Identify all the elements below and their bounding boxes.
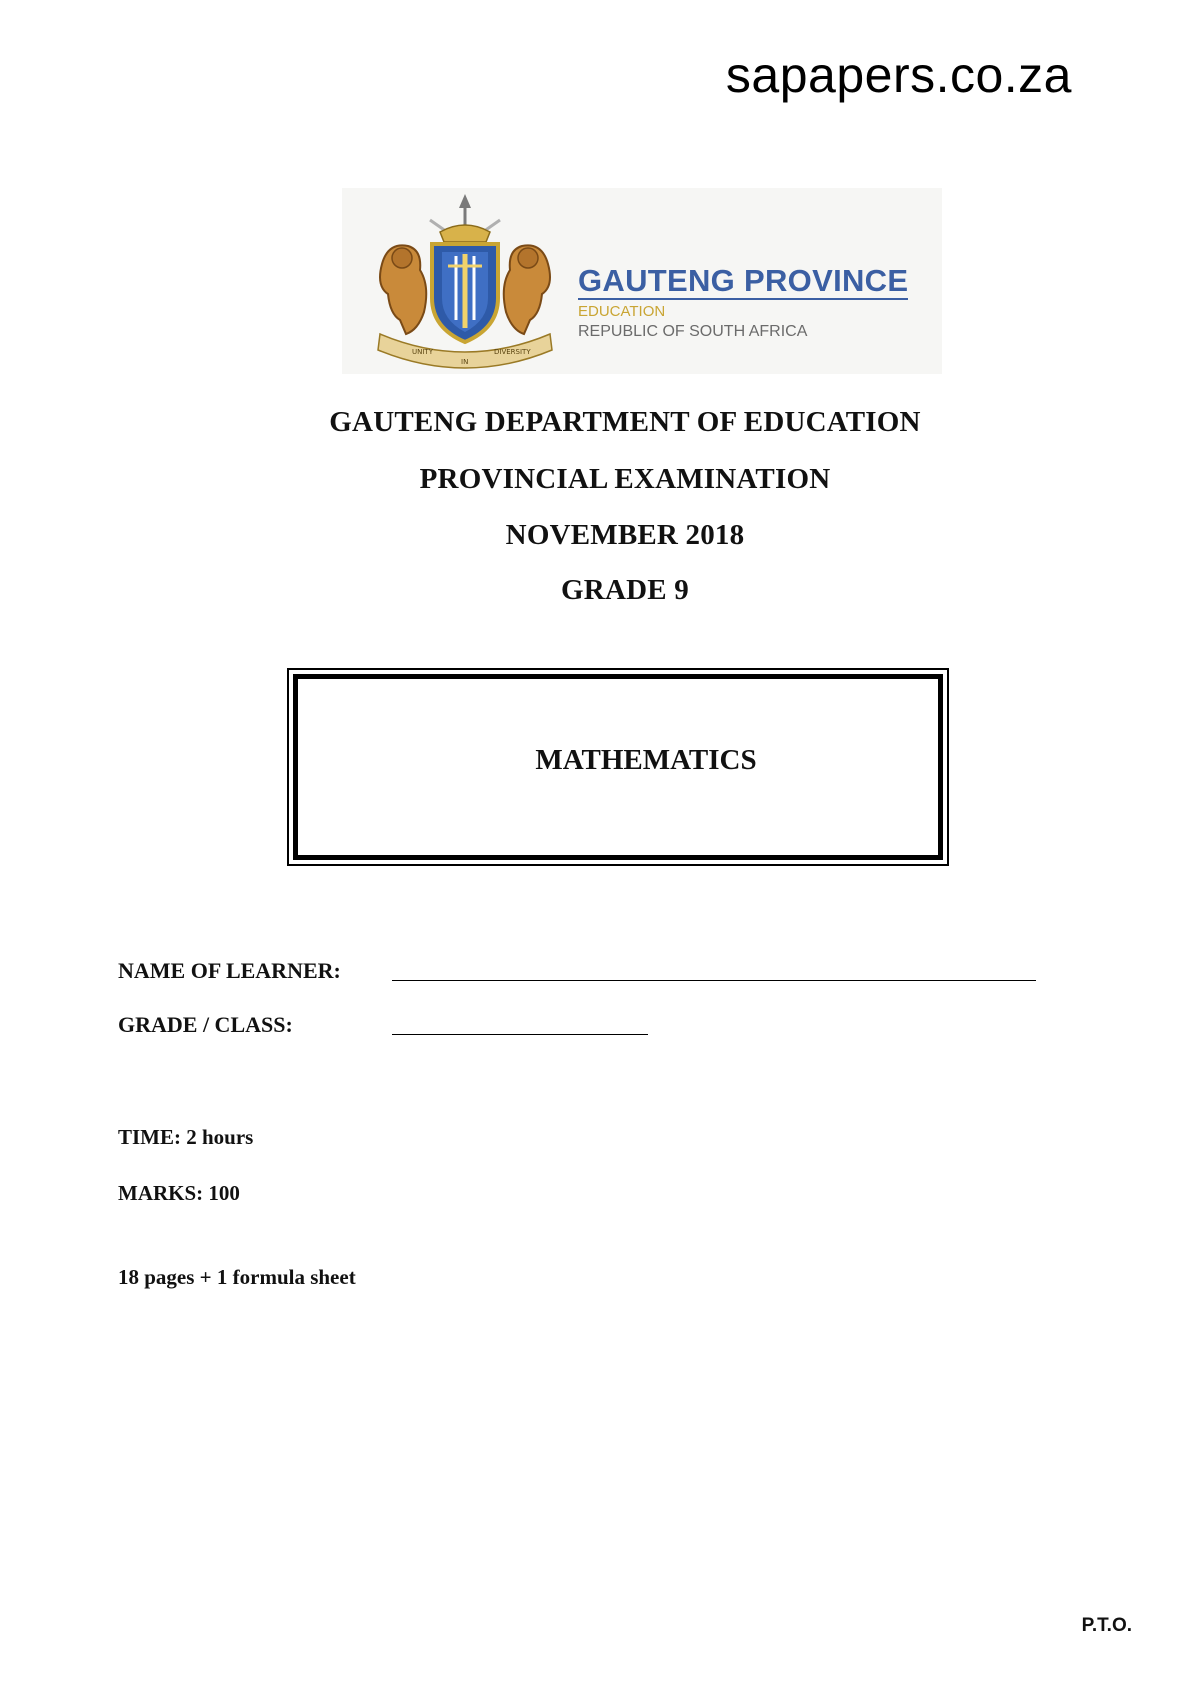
grade-heading: GRADE 9: [561, 574, 689, 606]
grade-class-label: GRADE / CLASS:: [118, 1012, 293, 1037]
logo-wordmark: [578, 264, 908, 342]
motto-left-text: UNITY: [412, 348, 433, 356]
name-of-learner-label: NAME OF LEARNER:: [118, 958, 341, 983]
exam-date: NOVEMBER 2018: [505, 519, 745, 551]
pto-note: P.T.O.: [1081, 1615, 1132, 1636]
motto-mid-text: IN: [461, 358, 469, 366]
coat-of-arms-icon: [360, 194, 570, 369]
grade-class-line[interactable]: [392, 1034, 648, 1035]
logo-subtitle: EDUCATION: [578, 303, 666, 320]
subject-box: [287, 668, 949, 866]
logo-country: REPUBLIC OF SOUTH AFRICA: [578, 323, 808, 340]
gauteng-logo: [342, 188, 942, 374]
pages-info: 18 pages + 1 formula sheet: [118, 1265, 356, 1289]
exam-heading: PROVINCIAL EXAMINATION: [419, 463, 831, 495]
watermark-text: sapapers.co.za: [725, 47, 1072, 103]
name-of-learner-line[interactable]: [392, 980, 1036, 981]
logo-title: GAUTENG PROVINCE: [578, 263, 909, 298]
motto-right-text: DIVERSITY: [494, 348, 531, 356]
subject-title: MATHEMATICS: [535, 744, 757, 776]
marks-info: MARKS: 100: [118, 1181, 240, 1205]
department-heading: GAUTENG DEPARTMENT OF EDUCATION: [329, 406, 921, 438]
time-info: TIME: 2 hours: [118, 1125, 254, 1149]
